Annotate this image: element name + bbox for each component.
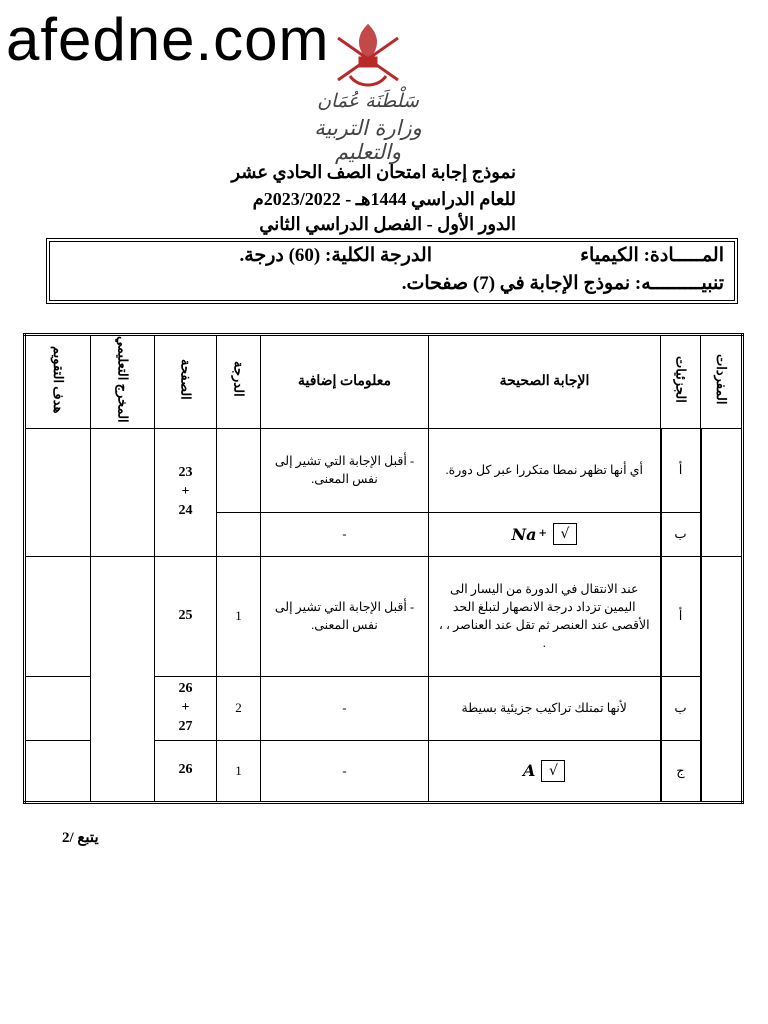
check-mark-icon: √	[553, 523, 577, 545]
extra-cell: -	[261, 740, 429, 802]
exam-title: نموذج إجابة امتحان الصف الحادي عشر	[231, 162, 516, 182]
answer-cell	[429, 512, 661, 556]
header-parts: الجزئيات	[661, 335, 701, 429]
part-cell: ج	[661, 740, 701, 802]
goal-cell	[25, 740, 91, 802]
header-outcome: المخرج التعليمي	[91, 335, 155, 429]
extra-cell: -	[261, 676, 429, 740]
part-cell: ب	[661, 676, 701, 740]
grade-cell	[217, 428, 261, 512]
answer-key-table	[23, 333, 744, 804]
goal-cell	[25, 428, 91, 556]
continued-note: يتبع /2	[62, 830, 99, 846]
header-goal: هدف التقويم	[25, 335, 91, 429]
extra-cell: - أقبل الإجابة التي تشير إلى نفس المعنى.	[261, 428, 429, 512]
academic-year: للعام الدراسي 1444هـ - 2023/2022م	[252, 189, 516, 209]
subject-label: المـــــادة: الكيمياء	[580, 245, 724, 266]
answer-cell: لأنها تمتلك تراكيب جزيئية بسيطة	[429, 676, 661, 740]
part-cell: أ	[661, 428, 701, 512]
ministry-emblem	[298, 18, 438, 164]
page-cell: 25	[155, 556, 217, 676]
answer-formula: A √	[523, 759, 565, 782]
outcome-cell	[91, 428, 155, 556]
table-row	[25, 428, 743, 512]
extra-cell: -	[261, 512, 429, 556]
header-grade: الدرجة	[217, 335, 261, 429]
header-answer: الإجابة الصحيحة	[429, 335, 661, 429]
outcome-cell	[91, 556, 155, 802]
emblem-icon	[298, 18, 438, 93]
table-row	[25, 556, 743, 676]
grade-cell: 1	[217, 556, 261, 676]
answer-cell	[429, 740, 661, 802]
header-page: الصفحة	[155, 335, 217, 429]
extra-cell: - أقبل الإجابة التي تشير إلى نفس المعنى.	[261, 556, 429, 676]
answer-cell: أي أنها تظهر نمطا متكررا عبر كل دورة.	[429, 428, 661, 512]
header-items: المفردات	[701, 335, 743, 429]
item-cell	[701, 556, 743, 802]
total-grade-label: الدرجة الكلية: (60) درجة.	[239, 245, 432, 266]
site-watermark: afedne.com	[6, 6, 330, 73]
page-cell: 26 + 27	[155, 676, 217, 740]
emblem-title: سَلْطَنَة عُمَان	[317, 90, 419, 112]
exam-info-box	[46, 238, 738, 304]
part-cell: ب	[661, 512, 701, 556]
page-cell: 23 + 24	[155, 428, 217, 556]
answer-cell: عند الانتقال في الدورة من اليسار الى اليمين تزداد درجة الانصهار لتبلغ الحد الأقصى عند العنصر ثم تقل عند العناصر ، ، .	[429, 556, 661, 676]
item-cell	[701, 428, 743, 556]
page-cell: 26	[155, 740, 217, 802]
header-extra: معلومات إضافية	[261, 335, 429, 429]
goal-cell	[25, 556, 91, 676]
grade-cell: 1	[217, 740, 261, 802]
answer-formula: Na + √	[512, 523, 577, 546]
grade-cell: 2	[217, 676, 261, 740]
exam-session: الدور الأول - الفصل الدراسي الثاني	[259, 214, 516, 234]
check-mark-icon: √	[541, 760, 565, 782]
table-header-row	[25, 335, 743, 429]
pages-note: تنبيـــــــــه: نموذج الإجابة في (7) صفحات.	[401, 273, 724, 294]
goal-cell	[25, 676, 91, 740]
grade-cell	[217, 512, 261, 556]
emblem-ministry: وزارة التربية والتعليم	[314, 116, 422, 164]
part-cell: أ	[661, 556, 701, 676]
